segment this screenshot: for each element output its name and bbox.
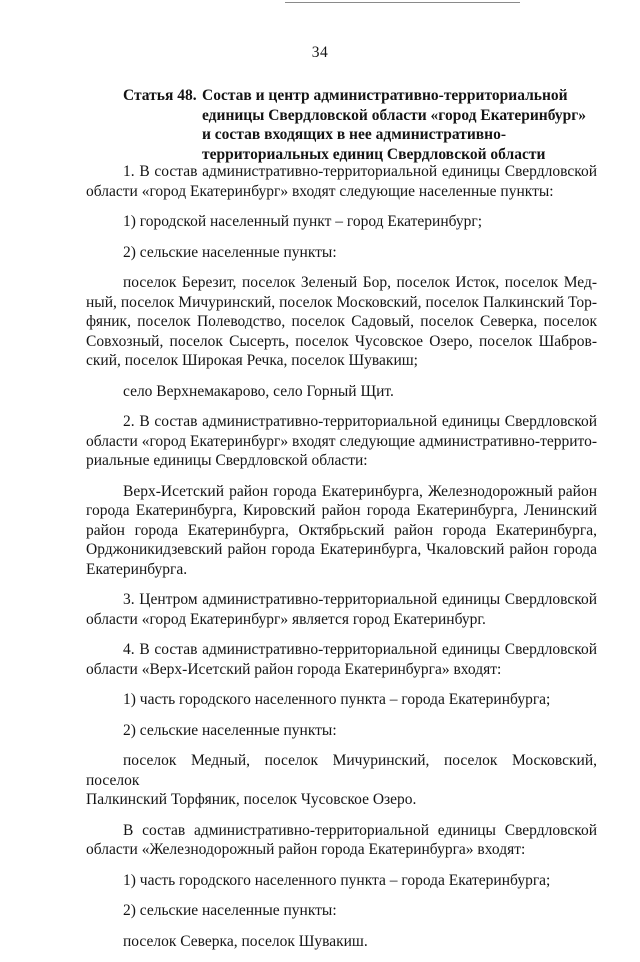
paragraph (86, 932, 597, 952)
paragraph (86, 821, 597, 860)
paragraph-line: Орджоникидзевский район города Екатеринбурга, Чкаловский район города (86, 541, 597, 558)
paragraph-line: 1) часть городского населенного пункта – города Екатеринбурга; (123, 871, 551, 889)
paragraph-line: В состав административно-территориальной единицы Свердловской (123, 821, 597, 839)
paragraph-line: области «город Екатеринбург» является город Екатеринбург. (86, 610, 486, 628)
paragraph-line: Совхозный, поселок Сысерть, поселок Чусовское Озеро, поселок Шабров- (86, 332, 597, 350)
paragraph-line: поселок Березит, поселок Зеленый Бор, поселок Исток, поселок Мед- (123, 274, 597, 291)
paragraph (86, 690, 597, 710)
article-title-line: Состав и центр административно-территориальной (202, 87, 568, 104)
paragraph-line: село Верхнемакарово, село Горный Щит. (123, 382, 394, 400)
paragraph-line: 1. В состав административно-территориальной единицы Свердловской (123, 163, 597, 180)
paragraph (86, 243, 597, 263)
article-title-line: и состав входящих в нее административно- (202, 126, 506, 143)
article-label: Статья 48. (123, 87, 197, 104)
paragraph (86, 382, 597, 402)
paragraph-line: ный, поселок Мичуринский, поселок Московский, поселок Палкинский Тор- (86, 293, 597, 311)
paragraph (86, 871, 597, 891)
paragraph-line: 2) сельские населенные пункты: (123, 243, 337, 261)
paragraph-line: район города Екатеринбурга, Октябрьский район города Екатеринбурга, (86, 521, 597, 539)
header-divider (285, 2, 520, 3)
article-body (86, 162, 597, 962)
paragraph-line: области «город Екатеринбург» входят следующие населенные пункты: (86, 182, 554, 200)
paragraph-line: 1) часть городского населенного пункта – города Екатеринбурга; (123, 691, 551, 708)
paragraph (86, 273, 597, 371)
paragraph-line: 2. В состав административно-территориальной единицы Свердловской (123, 413, 597, 430)
paragraph-line: области «город Екатеринбург» входят следующие административно-террито- (86, 432, 597, 450)
article-title-line: единицы Свердловской области «город Екатеринбург» (202, 106, 587, 124)
paragraph-line: города Екатеринбурга, Кировский район города Екатеринбурга, Ленинский (86, 502, 597, 519)
paragraph-line: Верх-Исетский район города Екатеринбурга, Железнодорожный район (123, 482, 597, 500)
paragraph (86, 590, 597, 629)
paragraph-line: 1) городской населенный пункт – город Екатеринбург; (123, 213, 483, 230)
paragraph (86, 901, 597, 921)
paragraph-line: поселок Северка, поселок Шувакиш. (123, 932, 368, 950)
paragraph (86, 751, 597, 810)
paragraph-line: Палкинский Торфяник, поселок Чусовское Озеро. (86, 791, 417, 808)
paragraph-line: области «Верх-Исетский район города Екатеринбурга» входят: (86, 660, 502, 678)
paragraph (86, 212, 597, 232)
paragraph-line: области «Железнодорожный район города Екатеринбурга» входят: (86, 841, 526, 858)
paragraph-line: 2) сельские населенные пункты: (123, 902, 337, 919)
paragraph-line: риальные единицы Свердловской области: (86, 452, 368, 469)
paragraph (86, 640, 597, 679)
article-title-line: территориальных единиц Свердловской области (202, 145, 546, 163)
paragraph (86, 482, 597, 580)
article-title (202, 86, 603, 164)
paragraph-line: фяник, поселок Полеводство, поселок Садовый, поселок Северка, поселок (86, 313, 597, 330)
paragraph-line: 3. Центром административно-территориальной единицы Свердловской (123, 591, 597, 608)
paragraph-line: поселок Медный, поселок Мичуринский, поселок Московский, поселок (86, 752, 597, 789)
article-heading (123, 86, 603, 164)
paragraph (86, 412, 597, 471)
page-number: 34 (311, 44, 329, 61)
paragraph-line: 2) сельские населенные пункты: (123, 721, 337, 739)
paragraph (86, 721, 597, 741)
paragraph-line: Екатеринбурга. (86, 560, 188, 578)
paragraph-line: ский, поселок Широкая Речка, поселок Шувакиш; (86, 352, 418, 369)
paragraph (86, 162, 597, 201)
paragraph-line: 4. В состав административно-территориальной единицы Свердловской (123, 641, 597, 658)
